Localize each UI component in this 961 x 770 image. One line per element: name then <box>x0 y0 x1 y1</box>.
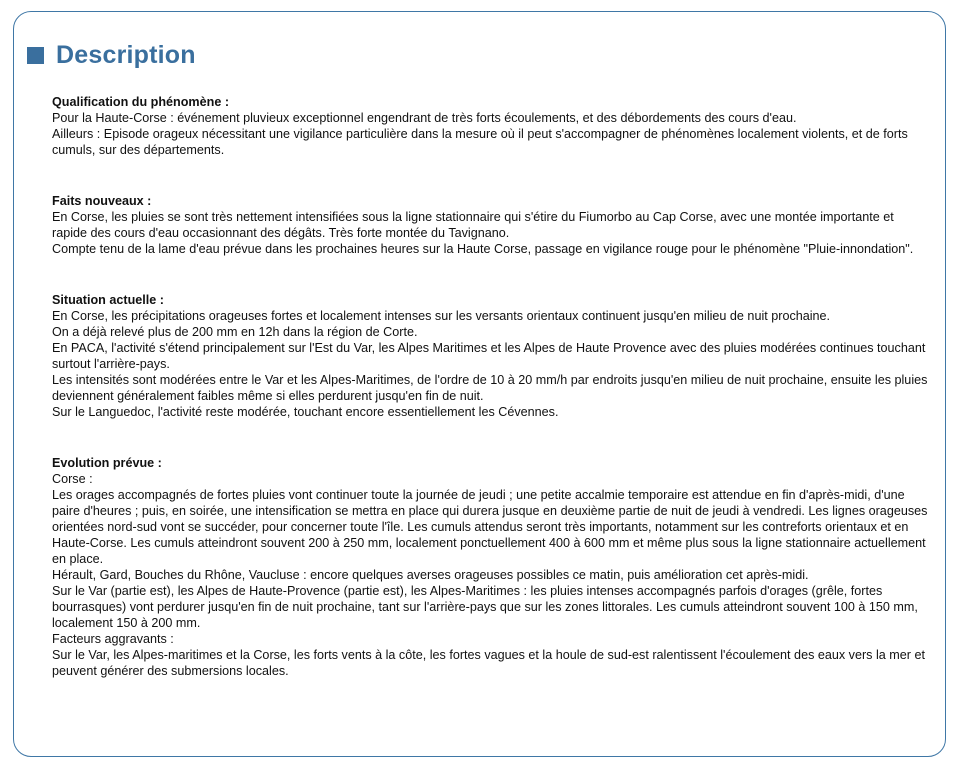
paragraph: Sur le Var, les Alpes-maritimes et la Corse, les forts vents à la côte, les fortes vagues et la houle de sud-est ralentissent l'écoulement des eaux vers la mer et peuvent générer des submersions locales. <box>52 648 925 678</box>
paragraph: Hérault, Gard, Bouches du Rhône, Vaucluse : encore quelques averses orageuses possibles ce matin, puis amélioration cet après-midi. <box>52 568 809 582</box>
paragraph: Facteurs aggravants : <box>52 632 174 646</box>
paragraph: Les orages accompagnés de fortes pluies vont continuer toute la journée de jeudi ; une petite accalmie temporaire est attendue en fin d'après-midi, d'une paire d'heures ; puis, en soirée, une intensification se mettra en place qui durera jusque en deuxième partie de nuit de jeudi à vendredi. Les lignes orageuses orientées nord-sud vont se succéder, pour concerner toute l'île. Les cumuls attendus seront très importants, notamment sur les contreforts orientaux et en Haute-Corse. Les cumuls atteindront souvent 200 à 250 mm, localement ponctuellement 400 à 600 mm et même plus sous la ligne stationnaire actuellement en place. <box>52 488 928 566</box>
paragraph: En Corse, les précipitations orageuses fortes et localement intenses sur les versants orientaux continuent jusqu'en milieu de nuit prochaine. <box>52 309 831 323</box>
section-title: Faits nouveaux : <box>52 194 152 208</box>
section-title: Evolution prévue : <box>52 456 162 470</box>
section-title: Qualification du phénomène : <box>52 95 230 109</box>
paragraph: Ailleurs : Episode orageux nécessitant une vigilance particulière dans la mesure où il peut s'accompagner de phénomènes localement violents, et de forts cumuls, sur des départements. <box>52 127 908 157</box>
description-heading <box>27 38 196 72</box>
paragraph: Pour la Haute-Corse : événement pluvieux exceptionnel engendrant de très forts écoulements, et des débordements des cours d'eau. <box>52 111 797 125</box>
paragraph: En Corse, les pluies se sont très nettement intensifiées sous la ligne stationnaire qui s'étire du Fiumorbo au Cap Corse, avec une montée importante et rapide des cours d'eau occasionnant des dégâts. Très forte montée du Tavignano. <box>52 210 894 240</box>
paragraph: Les intensités sont modérées entre le Var et les Alpes-Maritimes, de l'ordre de 10 à 20 mm/h par endroits jusqu'en milieu de nuit prochaine, ensuite les pluies deviennent généralement faibles même si elles perdurent jusqu'en fin de nuit. <box>52 373 928 403</box>
section-situation-actuelle <box>52 292 932 420</box>
section-title: Situation actuelle : <box>52 293 164 307</box>
section-evolution-prevue <box>52 455 932 679</box>
paragraph: Compte tenu de la lame d'eau prévue dans les prochaines heures sur la Haute Corse, passage en vigilance rouge pour le phénomène "Pluie-innondation". <box>52 242 914 256</box>
paragraph: On a déjà relevé plus de 200 mm en 12h dans la région de Corte. <box>52 325 418 339</box>
square-icon <box>27 47 44 64</box>
section-faits-nouveaux <box>52 193 932 257</box>
description-content <box>52 94 932 714</box>
section-qualification <box>52 94 932 158</box>
paragraph: En PACA, l'activité s'étend principalement sur l'Est du Var, les Alpes Maritimes et les Alpes de Haute Provence avec des pluies modérées continues touchant surtout l'arrière-pays. <box>52 341 926 371</box>
paragraph: Sur le Var (partie est), les Alpes de Haute-Provence (partie est), les Alpes-Maritimes : les pluies intenses accompagnés parfois d'orages (grêle, fortes bourrasques) vont perdurer jusqu'en fin de nuit prochaine, tant sur l'arrière-pays que sur les zones littorales. Les cumuls atteindront souvent 100 à 150 mm, localement 150 à 200 mm. <box>52 584 918 630</box>
page-title: Description <box>56 40 196 69</box>
paragraph: Sur le Languedoc, l'activité reste modérée, touchant encore essentiellement les Cévennes. <box>52 405 559 419</box>
paragraph: Corse : <box>52 472 93 486</box>
